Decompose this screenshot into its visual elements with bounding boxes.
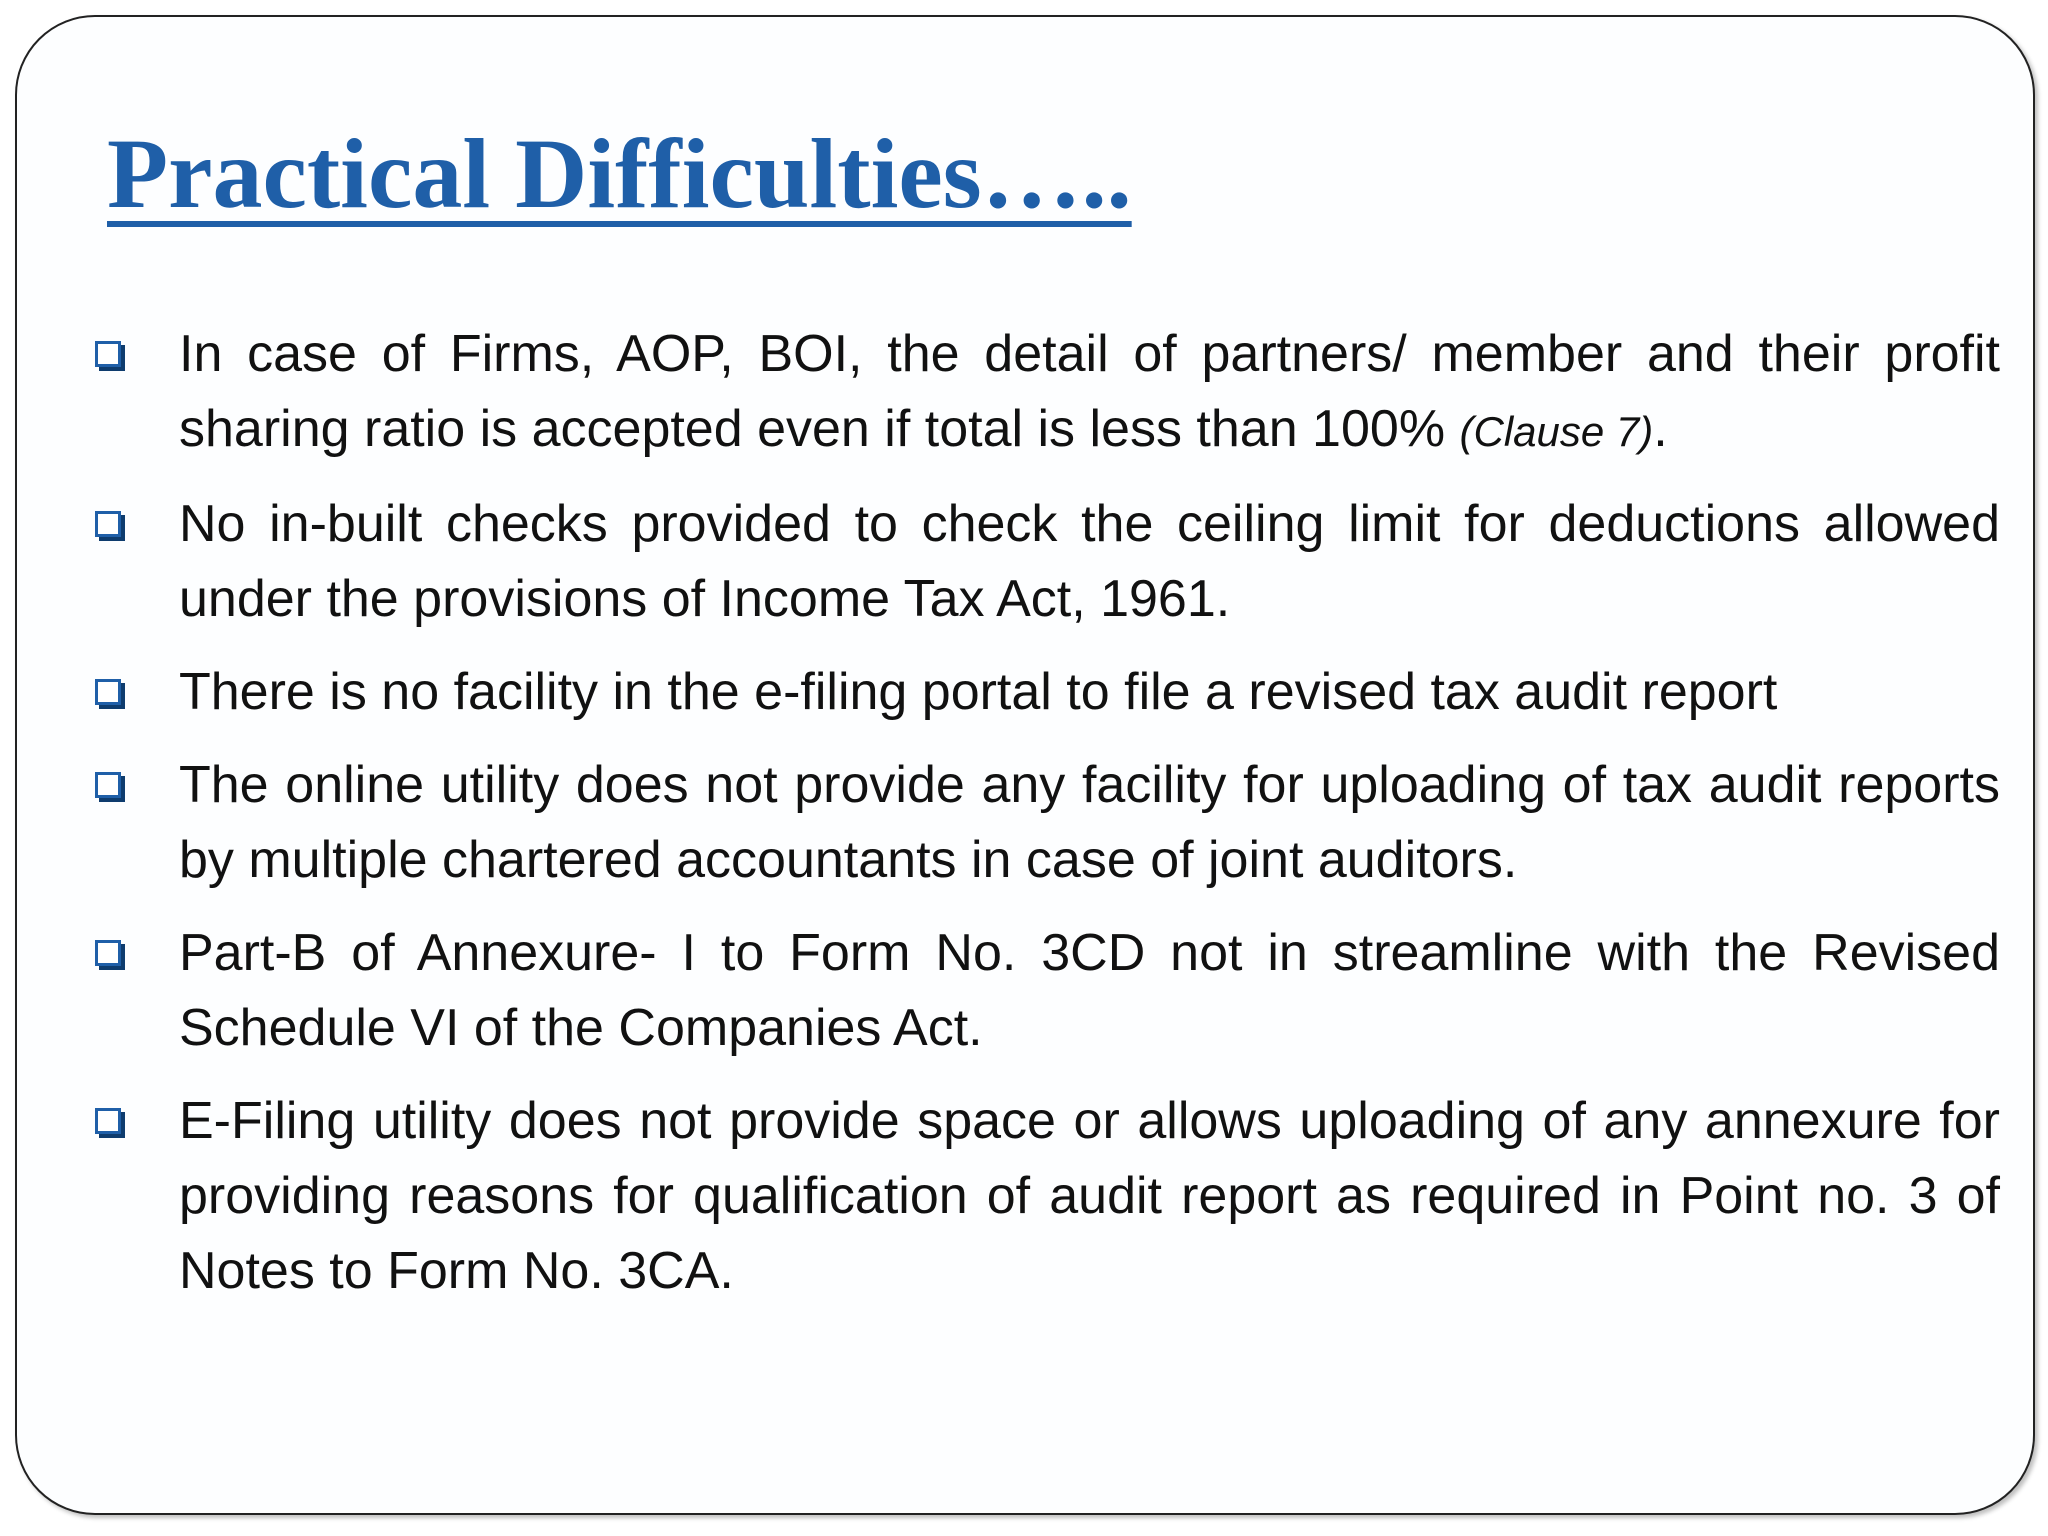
bullet-item-5 — [95, 916, 2000, 1066]
bullet-tail-1: . — [1653, 400, 1668, 458]
bullet-text-3: There is no facility in the e-filing portal to file a revised tax audit report — [179, 663, 1778, 721]
checkbox-square-icon — [95, 679, 121, 705]
bullet-text-5: Part-B of Annexure- I to Form No. 3CD not in streamline with the Revised Schedule VI of the Companies Act. — [179, 924, 2000, 1057]
bullet-text-4: The online utility does not provide any facility for uploading of tax audit reports by multiple chartered accountants in case of joint auditors. — [179, 756, 2000, 889]
bullet-item-2 — [95, 487, 2000, 637]
bullet-item-1 — [95, 317, 2000, 469]
bullet-item-6 — [95, 1084, 2000, 1309]
bullet-item-4 — [95, 748, 2000, 898]
checkbox-square-icon — [95, 511, 121, 537]
checkbox-square-icon — [95, 940, 121, 966]
bullet-list — [95, 317, 2000, 1327]
clause-note: (Clause 7) — [1459, 408, 1654, 455]
bullet-text-2: No in-built checks provided to check the ceiling limit for deductions allowed under the provisions of Income Tax Act, 1961. — [179, 495, 2000, 628]
checkbox-square-icon — [95, 341, 121, 367]
slide-frame — [15, 15, 2035, 1515]
bullet-text-6: E-Filing utility does not provide space or allows uploading of any annexure for providing reasons for qualification of audit report as required in Point no. 3 of Notes to Form No. 3CA. — [179, 1092, 2000, 1300]
slide-title: Practical Difficulties….. — [107, 118, 1132, 229]
checkbox-square-icon — [95, 1108, 121, 1134]
checkbox-square-icon — [95, 772, 121, 798]
bullet-text-1: In case of Firms, AOP, BOI, the detail of partners/ member and their profit sharing ratio is accepted even if total is less than 100% — [179, 325, 2000, 458]
bullet-item-3 — [95, 655, 2000, 730]
